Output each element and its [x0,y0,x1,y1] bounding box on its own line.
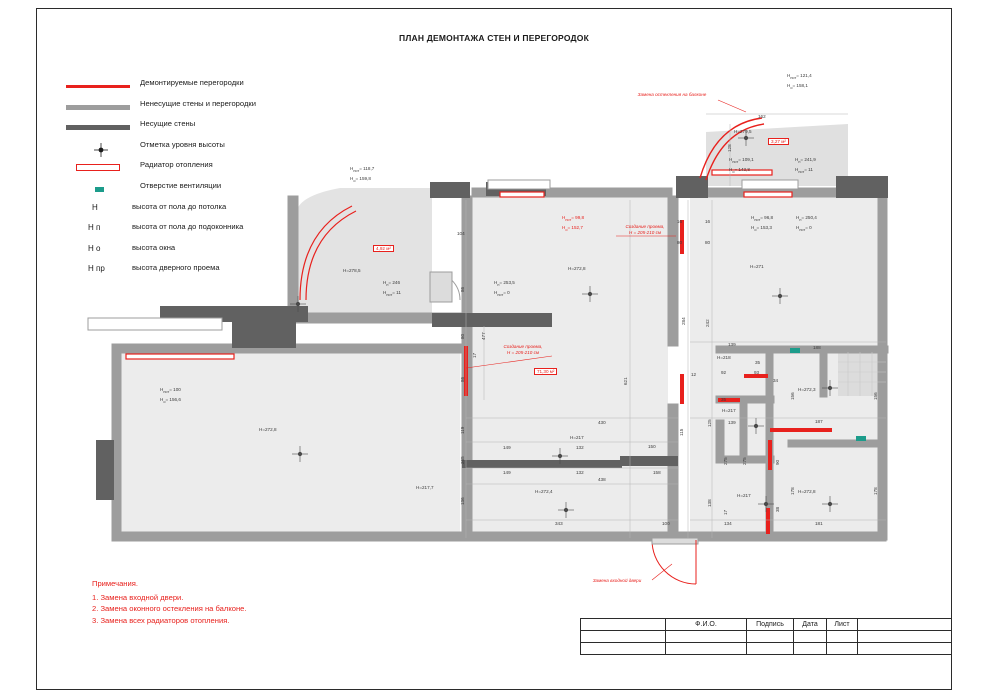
dimension: 139 [728,342,736,347]
dimension: 275 [742,457,747,465]
dimension: 178 [790,487,795,495]
height-tag: $H_п= 241,9$ $H_{пот}= 11$ [795,157,816,174]
dimension: 139 [728,420,736,425]
height-tag: $H_{пот}= 99,8$ $H_о= 152,7$ [562,215,585,232]
stamp-col-date: Дата [794,619,827,631]
dimension: 149 [503,470,511,475]
note-item: 1. Замена входной двери. [92,592,184,602]
legend-code: Н [92,202,98,212]
height-tag: $H_п= 246$ $H_{пот}= 11$ [383,280,401,297]
height-tag: $H_{пот}= 118,7$ $H_о= 159,8$ [350,166,375,183]
balcony-left-fill [296,188,432,320]
dimension: 181 [815,521,823,526]
level-label: H=272,3 [798,387,816,392]
dimension: 132 [576,445,584,450]
dimension: 138 [707,499,712,507]
dimension: 90 [775,459,780,465]
dimension: 156 [873,392,878,400]
dimension: 104 [457,231,465,236]
dimension: 149 [503,445,511,450]
dimension: 275 [723,457,728,465]
legend-code: Н пр [88,264,105,274]
dimension: 80 [705,240,711,245]
page-title: ПЛАН ДЕМОНТАЖА СТЕН И ПЕРЕГОРОДОК [399,33,589,43]
dimension: 115 [679,428,684,436]
dimension: 178 [873,487,878,495]
dimension: 162 [758,114,766,119]
dimension: 187 [815,419,823,424]
legend-label: высота дверного проема [132,263,220,273]
note-item: 3. Замена всех радиаторов отопления. [92,615,230,625]
height-tag: $H_п= 250,4$ $H_{пот}= 0$ [796,215,817,232]
dimension: 132 [576,470,584,475]
legend-label: Отверстие вентиляции [140,180,222,190]
level-label: H=272,8 [259,427,277,432]
annotation-balcony-glazing: Замена остекления на балконе [637,92,707,97]
dimension: 156 [790,392,795,400]
height-tag: $H_{пот}= 96,8$ $H_о= 153,3$ [751,215,774,232]
level-label: H=278,5 [343,268,361,273]
dimension: 128 [727,144,732,152]
dimension: 16 [705,219,711,224]
dimension: 158 [653,470,661,475]
dimension: 119 [460,426,465,434]
dimension: 16 [677,219,683,224]
room-left-fill [120,352,460,538]
stamp-col-signature: Подпись [747,619,794,631]
legend-label: высота от пола до подоконника [132,222,244,232]
dimension: 477 [481,332,486,340]
dimension: 80 [460,333,465,339]
legend-label: высота от пола до потолка [132,201,227,211]
area-label-balcony-left: 4,92 м² [373,245,394,252]
dimension: 100 [662,521,670,526]
height-tag: $H_{пот}= 109,1$ $H_о= 143,8$ [729,157,754,174]
level-label: H=279,5 [734,129,752,134]
level-label: H=217,7 [416,485,434,490]
dimension: 17 [472,352,477,358]
annotation-entrance-door: Замена входной двери [592,578,642,583]
dimension: 621 [623,377,628,385]
dimension: 438 [598,477,606,482]
dimension: 430 [598,420,606,425]
level-label: H=272,8 [568,266,586,271]
dimension: 38 [775,506,780,512]
dimension: 242 [705,319,710,327]
dimension: 188 [813,345,821,350]
legend-code: Н о [88,243,101,253]
legend-code: Н п [88,223,101,233]
height-tag: $H_п= 253,5$ $H_{пот}= 0$ [494,280,515,297]
legend-label: Демонтируемые перегородки [140,78,244,87]
height-tag: $H_{пот}= 100$ $H_о= 156,6$ [160,387,181,404]
level-label: H=217 [570,435,584,440]
dimension: 17 [723,509,728,515]
dimension: 93 [754,370,760,375]
room-center-fill [472,196,668,538]
dimension: 125 [707,419,712,427]
legend-label: Несущие стены [140,119,196,129]
height-tag: $H_{пот}= 121,4$ $H_о= 158,1$ [787,73,812,90]
legend-label: Радиатор отопления [140,160,213,170]
level-label: H=272,4 [535,489,553,494]
annotation-new-opening-2: Создание проема, Н = 205-210 см [503,344,543,355]
dimension: 80 [677,240,683,245]
legend-label: Ненесущие стены и перегородки [140,98,256,108]
dimension: 136 [460,497,465,505]
dimension: 343 [555,521,563,526]
area-label-balcony-right: 3,27 м² [768,138,789,145]
annotation-new-opening-1: Создание проема, Н = 205-210 см [625,224,665,235]
note-item: 2. Замена оконного остекления на балконе. [92,604,247,614]
stamp-col-sheet: Лист [827,619,858,631]
level-label: H=217 [722,408,736,413]
dimension: 150 [648,444,656,449]
dimension: 35 [721,397,727,402]
level-label: H=217 [737,493,751,498]
stamp-col-fio: Ф.И.О. [666,619,747,631]
dimension: 35 [755,360,761,365]
dimension: 86 [460,376,465,382]
dimension: 265 [460,456,465,464]
level-label: H=218 [717,355,731,360]
dimension: 134 [724,521,732,526]
legend-label: высота окна [132,242,176,252]
dimension: 34 [773,378,779,383]
dimension: 12 [691,372,697,377]
level-label: H=271 [750,264,764,269]
notes-header: Примечания. [92,579,138,588]
dimension: 284 [681,317,686,325]
level-label: H=272,8 [798,489,816,494]
dimension: 86 [460,286,465,292]
legend-label: Отметка уровня высоты [140,139,225,149]
area-label-main: 71,30 м² [534,368,557,375]
dimension: 92 [721,370,727,375]
